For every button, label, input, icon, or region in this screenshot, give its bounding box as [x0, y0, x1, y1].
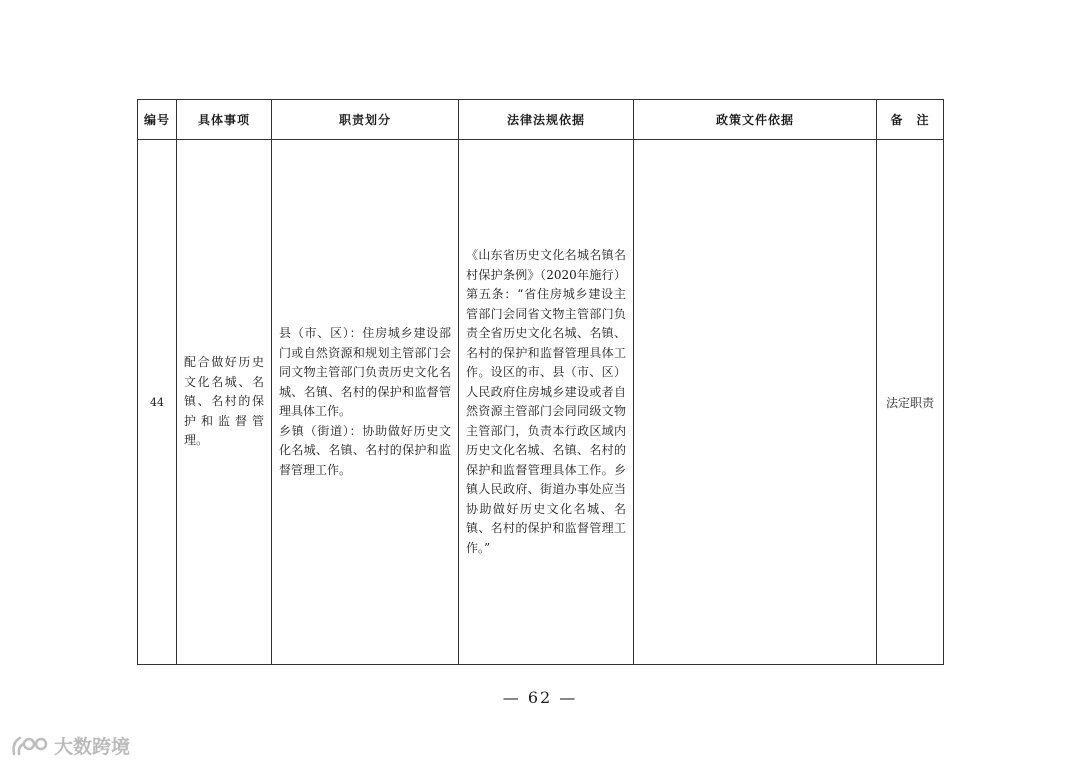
- page-number: — 62 —: [502, 688, 578, 707]
- watermark: [10, 732, 130, 759]
- table-header-row: [138, 100, 944, 140]
- table-row: [138, 140, 944, 665]
- header-law: 法律法规依据: [459, 100, 634, 140]
- header-duty: 职责划分: [272, 100, 459, 140]
- header-note: 备 注: [877, 100, 944, 140]
- row-policy-cell: [634, 140, 877, 665]
- row-law: 《山东省历史文化名城名镇名村保护条例》（2020年施行）第五条：“省住房城乡建设主管部门会同省文物主管部门负责全省历史文化名城、名镇、名村的保护和监督管理具体工作。设区的市、县（市、区）人民政府住房城乡建设或者自然资源主管部门会同同级文物主管部门，负责本行政区域内历史文化名城、名镇、名村的保护和监督管理具体工作。乡镇人民政府、街道办事处应当协助做好历史文化名城、名镇、名村的保护和监督管理工作。”: [466, 248, 626, 555]
- row-duty-cell: [272, 140, 459, 665]
- row-note: 法定职责: [877, 140, 944, 665]
- row-law-cell: [459, 140, 634, 665]
- brand-logo-icon: [10, 734, 50, 758]
- row-item-cell: [177, 140, 272, 665]
- row-no: 44: [138, 140, 177, 665]
- row-duty: 县（市、区）：住房城乡建设部门或自然资源和规划主管部门会同文物主管部门负责历史文化名城、名镇、名村的保护和监督管理具体工作。 乡镇（街道）：协助做好历史文化名城、名镇、名村的保护和监督管理工作。: [279, 326, 451, 477]
- header-no: 编号: [138, 100, 177, 140]
- header-policy: 政策文件依据: [634, 100, 877, 140]
- header-item: 具体事项: [177, 100, 272, 140]
- responsibility-table: [137, 99, 944, 665]
- row-item: 配合做好历史文化名城、名镇、名村的保护和监督管理。: [184, 355, 264, 448]
- watermark-text: 大数跨境: [54, 736, 131, 758]
